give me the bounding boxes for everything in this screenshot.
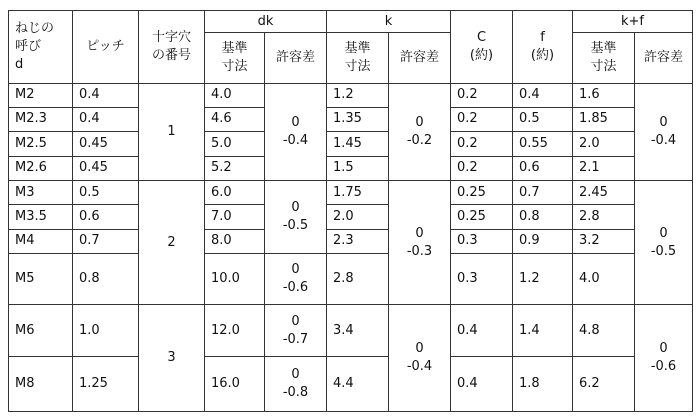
k-cell: 1.5 — [327, 156, 389, 180]
kf-tolerance-cell: 0 -0.6 — [635, 305, 693, 412]
k-cell: 1.2 — [327, 84, 389, 107]
pitch-cell: 0.7 — [73, 229, 139, 253]
k-tolerance-cell: 0 -0.4 — [389, 305, 451, 412]
header-c: C (約) — [451, 11, 513, 84]
c-cell: 0.25 — [451, 205, 513, 229]
nominal-cell: M2 — [9, 84, 73, 107]
f-cell: 0.4 — [513, 84, 573, 107]
cross-number-cell: 1 — [139, 84, 205, 181]
pitch-cell: 0.4 — [73, 84, 139, 107]
nominal-cell: M2.5 — [9, 132, 73, 156]
c-cell: 0.2 — [451, 156, 513, 180]
table-row — [9, 229, 693, 253]
header-k-tolerance: 許容差 — [389, 33, 451, 84]
dk-cell: 5.2 — [205, 156, 265, 180]
header-k-basic: 基準 寸法 — [327, 33, 389, 84]
dk-tolerance-cell: 0 -0.8 — [265, 356, 327, 411]
k-cell: 1.35 — [327, 107, 389, 131]
k-tolerance-cell: 0 -0.2 — [389, 84, 451, 181]
table-row — [9, 180, 693, 204]
c-cell: 0.25 — [451, 180, 513, 204]
pitch-cell: 0.6 — [73, 205, 139, 229]
kf-cell: 6.2 — [573, 356, 635, 411]
header-pitch: ピッチ — [73, 11, 139, 84]
f-cell: 0.9 — [513, 229, 573, 253]
f-cell: 1.4 — [513, 305, 573, 357]
dk-cell: 10.0 — [205, 254, 265, 305]
table-row — [9, 132, 693, 156]
k-cell: 2.3 — [327, 229, 389, 253]
c-cell: 0.2 — [451, 107, 513, 131]
k-cell: 2.8 — [327, 254, 389, 305]
pitch-cell: 1.0 — [73, 305, 139, 357]
kf-cell: 1.85 — [573, 107, 635, 131]
kf-cell: 2.45 — [573, 180, 635, 204]
dk-tolerance-cell: 0 -0.6 — [265, 254, 327, 305]
k-cell: 1.45 — [327, 132, 389, 156]
k-cell: 3.4 — [327, 305, 389, 357]
header-cross-number: 十字穴 の番号 — [139, 11, 205, 84]
pitch-cell: 0.45 — [73, 132, 139, 156]
header-kf: k+f — [573, 11, 693, 33]
f-cell: 1.2 — [513, 254, 573, 305]
nominal-cell: M8 — [9, 356, 73, 411]
kf-cell: 2.0 — [573, 132, 635, 156]
f-cell: 0.55 — [513, 132, 573, 156]
header-nominal: ねじの 呼び d — [9, 11, 73, 84]
table-row — [9, 254, 693, 305]
dk-cell: 4.0 — [205, 84, 265, 107]
dk-cell: 16.0 — [205, 356, 265, 411]
dk-cell: 7.0 — [205, 205, 265, 229]
dk-cell: 4.6 — [205, 107, 265, 131]
pitch-cell: 0.4 — [73, 107, 139, 131]
f-cell: 1.8 — [513, 356, 573, 411]
dk-cell: 8.0 — [205, 229, 265, 253]
kf-tolerance-cell: 0 -0.5 — [635, 180, 693, 304]
k-cell: 2.0 — [327, 205, 389, 229]
f-cell: 0.6 — [513, 156, 573, 180]
pitch-cell: 0.8 — [73, 254, 139, 305]
f-cell: 0.7 — [513, 180, 573, 204]
kf-cell: 4.0 — [573, 254, 635, 305]
kf-cell: 1.6 — [573, 84, 635, 107]
kf-cell: 2.8 — [573, 205, 635, 229]
dk-tolerance-cell: 0 -0.5 — [265, 180, 327, 253]
c-cell: 0.2 — [451, 132, 513, 156]
k-tolerance-cell: 0 -0.3 — [389, 180, 451, 304]
header-dk-tolerance: 許容差 — [265, 33, 327, 84]
header-k: k — [327, 11, 451, 33]
header-dk-basic: 基準 寸法 — [205, 33, 265, 84]
header-row-1 — [9, 11, 693, 33]
table-row — [9, 107, 693, 131]
pitch-cell: 0.5 — [73, 180, 139, 204]
table-row — [9, 84, 693, 107]
c-cell: 0.4 — [451, 356, 513, 411]
kf-tolerance-cell: 0 -0.4 — [635, 84, 693, 181]
cross-number-cell: 2 — [139, 180, 205, 304]
c-cell: 0.4 — [451, 305, 513, 357]
c-cell: 0.3 — [451, 229, 513, 253]
dk-cell: 12.0 — [205, 305, 265, 357]
header-dk: dk — [205, 11, 327, 33]
f-cell: 0.5 — [513, 107, 573, 131]
dk-tolerance-cell: 0 -0.7 — [265, 305, 327, 357]
table-row — [9, 356, 693, 411]
dk-cell: 5.0 — [205, 132, 265, 156]
dk-cell: 6.0 — [205, 180, 265, 204]
k-cell: 1.75 — [327, 180, 389, 204]
c-cell: 0.3 — [451, 254, 513, 305]
header-f: f (約) — [513, 11, 573, 84]
table-row — [9, 205, 693, 229]
kf-cell: 3.2 — [573, 229, 635, 253]
c-cell: 0.2 — [451, 84, 513, 107]
pitch-cell: 0.45 — [73, 156, 139, 180]
f-cell: 0.8 — [513, 205, 573, 229]
pitch-cell: 1.25 — [73, 356, 139, 411]
header-kf-basic: 基準 寸法 — [573, 33, 635, 84]
dk-tolerance-cell: 0 -0.4 — [265, 84, 327, 181]
k-cell: 4.4 — [327, 356, 389, 411]
nominal-cell: M6 — [9, 305, 73, 357]
spec-table — [8, 10, 693, 412]
nominal-cell: M3 — [9, 180, 73, 204]
kf-cell: 2.1 — [573, 156, 635, 180]
table-row — [9, 156, 693, 180]
nominal-cell: M2.3 — [9, 107, 73, 131]
nominal-cell: M5 — [9, 254, 73, 305]
nominal-cell: M4 — [9, 229, 73, 253]
nominal-cell: M2.6 — [9, 156, 73, 180]
cross-number-cell: 3 — [139, 305, 205, 412]
header-kf-tolerance: 許容差 — [635, 33, 693, 84]
table-row — [9, 305, 693, 357]
nominal-cell: M3.5 — [9, 205, 73, 229]
kf-cell: 4.8 — [573, 305, 635, 357]
